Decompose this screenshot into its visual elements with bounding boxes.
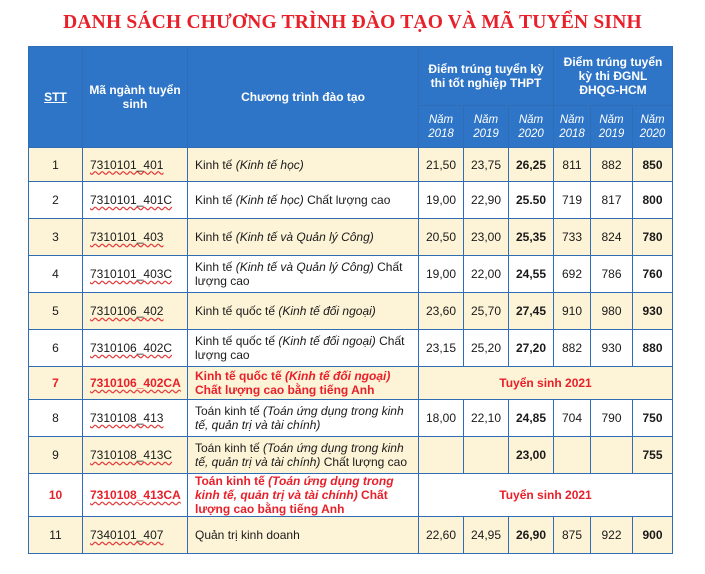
row-stt: 10 bbox=[29, 474, 83, 517]
score-thpt-2018: 22,60 bbox=[419, 517, 464, 554]
score-dgnl-2019: 817 bbox=[591, 182, 633, 219]
program-variant: Chất lượng cao bbox=[195, 260, 403, 288]
page-title: DANH SÁCH CHƯƠNG TRÌNH ĐÀO TẠO VÀ MÃ TUYỂN SINH bbox=[63, 12, 642, 33]
row-code-cell bbox=[83, 517, 188, 554]
score-thpt-2020: 25,35 bbox=[509, 219, 554, 256]
row-program bbox=[188, 330, 419, 367]
score-dgnl-2019 bbox=[591, 437, 633, 474]
score-dgnl-2018: 692 bbox=[554, 256, 591, 293]
table-row bbox=[29, 182, 673, 219]
program-variant: Chất lượng cao bằng tiếng Anh bbox=[195, 383, 375, 397]
score-dgnl-2020: 850 bbox=[633, 148, 673, 182]
row-program bbox=[188, 219, 419, 256]
table-row bbox=[29, 293, 673, 330]
row-code: 7310101_403C bbox=[90, 267, 173, 281]
score-thpt-2018: 18,00 bbox=[419, 400, 464, 437]
row-stt: 5 bbox=[29, 293, 83, 330]
score-thpt-2019: 22,00 bbox=[464, 256, 509, 293]
row-stt: 4 bbox=[29, 256, 83, 293]
score-dgnl-2019: 922 bbox=[591, 517, 633, 554]
table-row bbox=[29, 437, 673, 474]
score-dgnl-2018: 910 bbox=[554, 293, 591, 330]
header-year: Năm 2020 bbox=[633, 106, 673, 148]
program-specialty: (Kinh tế đối ngoại) bbox=[278, 304, 376, 318]
row-program bbox=[188, 517, 419, 554]
row-code: 7310101_401C bbox=[90, 193, 173, 207]
score-dgnl-2019: 786 bbox=[591, 256, 633, 293]
row-program bbox=[188, 182, 419, 219]
score-thpt-2020: 26,25 bbox=[509, 148, 554, 182]
score-dgnl-2018: 875 bbox=[554, 517, 591, 554]
row-code-cell bbox=[83, 293, 188, 330]
program-variant: Chất lượng cao bằng tiếng Anh bbox=[195, 488, 388, 516]
table-body bbox=[29, 148, 673, 554]
score-dgnl-2020: 780 bbox=[633, 219, 673, 256]
program-specialty: (Toán ứng dụng trong kinh tế, quản trị và tài chính) bbox=[195, 441, 404, 469]
program-variant: Chất lượng cao bbox=[195, 334, 405, 362]
admission-note: Tuyển sinh 2021 bbox=[419, 474, 673, 517]
row-program bbox=[188, 293, 419, 330]
score-dgnl-2020: 755 bbox=[633, 437, 673, 474]
program-name: Kinh tế bbox=[195, 230, 236, 244]
score-dgnl-2018: 719 bbox=[554, 182, 591, 219]
table-row bbox=[29, 256, 673, 293]
score-thpt-2019: 23,75 bbox=[464, 148, 509, 182]
row-code: 7310108_413 bbox=[90, 411, 164, 425]
header-year: Năm 2019 bbox=[464, 106, 509, 148]
score-dgnl-2020: 800 bbox=[633, 182, 673, 219]
row-code: 7340101_407 bbox=[90, 528, 164, 542]
score-thpt-2018 bbox=[419, 437, 464, 474]
header-dgnl: Điểm trúng tuyển kỳ thi ĐGNL ĐHQG-HCM bbox=[554, 47, 673, 106]
table-row bbox=[29, 219, 673, 256]
score-dgnl-2018: 811 bbox=[554, 148, 591, 182]
program-name: Kinh tế quốc tế bbox=[195, 334, 279, 348]
score-thpt-2018: 20,50 bbox=[419, 219, 464, 256]
table-row bbox=[29, 330, 673, 367]
score-dgnl-2018: 882 bbox=[554, 330, 591, 367]
score-dgnl-2019: 930 bbox=[591, 330, 633, 367]
program-name: Quản trị kinh doanh bbox=[195, 528, 300, 542]
header-thpt: Điểm trúng tuyển kỳ thi tốt nghiệp THPT bbox=[419, 47, 554, 106]
program-name: Toán kinh tế bbox=[195, 441, 264, 455]
score-dgnl-2018: 733 bbox=[554, 219, 591, 256]
header-program: Chương trình đào tạo bbox=[188, 47, 419, 148]
table-row bbox=[29, 400, 673, 437]
score-thpt-2019: 22,90 bbox=[464, 182, 509, 219]
row-code: 7310108_413CA bbox=[90, 488, 181, 502]
score-thpt-2019: 24,95 bbox=[464, 517, 509, 554]
row-stt: 11 bbox=[29, 517, 83, 554]
header-year: Năm 2020 bbox=[509, 106, 554, 148]
score-dgnl-2019: 790 bbox=[591, 400, 633, 437]
admission-note: Tuyển sinh 2021 bbox=[419, 367, 673, 400]
table-row bbox=[29, 367, 673, 400]
admission-table bbox=[28, 46, 673, 554]
program-specialty: (Kinh tế và Quản lý Công) bbox=[235, 230, 374, 244]
score-thpt-2019: 22,10 bbox=[464, 400, 509, 437]
row-stt: 6 bbox=[29, 330, 83, 367]
row-program bbox=[188, 474, 419, 517]
program-variant: Chất lượng cao bbox=[320, 455, 408, 469]
row-stt: 9 bbox=[29, 437, 83, 474]
score-thpt-2018: 21,50 bbox=[419, 148, 464, 182]
program-specialty: (Toán ứng dụng trong kinh tế, quản trị và tài chính) bbox=[195, 404, 404, 432]
score-thpt-2019 bbox=[464, 437, 509, 474]
score-thpt-2020: 27,45 bbox=[509, 293, 554, 330]
score-thpt-2020: 27,20 bbox=[509, 330, 554, 367]
row-program bbox=[188, 437, 419, 474]
row-code-cell bbox=[83, 330, 188, 367]
row-code: 7310108_413C bbox=[90, 448, 173, 462]
table-row bbox=[29, 517, 673, 554]
score-thpt-2018: 23,60 bbox=[419, 293, 464, 330]
header-year: Năm 2018 bbox=[554, 106, 591, 148]
score-thpt-2020: 25.50 bbox=[509, 182, 554, 219]
row-code-cell bbox=[83, 400, 188, 437]
row-program bbox=[188, 148, 419, 182]
row-program bbox=[188, 367, 419, 400]
row-code: 7310101_401 bbox=[90, 157, 164, 172]
program-specialty: (Kinh tế học) bbox=[235, 157, 304, 172]
row-program bbox=[188, 400, 419, 437]
row-stt: 1 bbox=[29, 148, 83, 182]
row-code-cell bbox=[83, 219, 188, 256]
score-thpt-2019: 25,20 bbox=[464, 330, 509, 367]
program-name: Toán kinh tế bbox=[195, 404, 264, 418]
row-code: 7310106_402CA bbox=[90, 376, 181, 390]
program-name: Toán kinh tế bbox=[195, 474, 269, 488]
score-thpt-2020: 26,90 bbox=[509, 517, 554, 554]
score-dgnl-2019: 980 bbox=[591, 293, 633, 330]
program-name: Kinh tế quốc tế bbox=[195, 369, 285, 383]
program-variant: Chất lượng cao bbox=[303, 193, 391, 207]
score-thpt-2018: 19,00 bbox=[419, 256, 464, 293]
program-name: Kinh tế quốc tế bbox=[195, 304, 279, 318]
row-code: 7310106_402C bbox=[90, 341, 173, 355]
row-stt: 2 bbox=[29, 182, 83, 219]
row-program bbox=[188, 256, 419, 293]
header-code: Mã ngành tuyển sinh bbox=[83, 47, 188, 148]
row-code: 7310106_402 bbox=[90, 304, 164, 318]
row-code-cell bbox=[83, 256, 188, 293]
score-thpt-2019: 25,70 bbox=[464, 293, 509, 330]
row-code-cell bbox=[83, 367, 188, 400]
score-thpt-2019: 23,00 bbox=[464, 219, 509, 256]
program-specialty: (Kinh tế và Quản lý Công) bbox=[235, 260, 374, 274]
table-row bbox=[29, 474, 673, 517]
score-thpt-2020: 24,55 bbox=[509, 256, 554, 293]
row-stt: 7 bbox=[29, 367, 83, 400]
table-row bbox=[29, 148, 673, 182]
score-dgnl-2020: 930 bbox=[633, 293, 673, 330]
score-dgnl-2020: 900 bbox=[633, 517, 673, 554]
score-dgnl-2018: 704 bbox=[554, 400, 591, 437]
score-thpt-2018: 23,15 bbox=[419, 330, 464, 367]
score-thpt-2018: 19,00 bbox=[419, 182, 464, 219]
program-specialty: (Kinh tế học) bbox=[235, 193, 304, 207]
program-specialty: (Toán ứng dụng trong kinh tế, quản trị và tài chính) bbox=[195, 474, 394, 502]
score-dgnl-2019: 824 bbox=[591, 219, 633, 256]
score-dgnl-2020: 760 bbox=[633, 256, 673, 293]
score-thpt-2020: 23,00 bbox=[509, 437, 554, 474]
header-year: Năm 2019 bbox=[591, 106, 633, 148]
row-code-cell bbox=[83, 474, 188, 517]
row-code-cell bbox=[83, 148, 188, 182]
program-name: Kinh tế bbox=[195, 193, 236, 207]
program-specialty: (Kinh tế đối ngoại) bbox=[285, 369, 391, 383]
program-name: Kinh tế bbox=[195, 260, 236, 274]
program-name: Kinh tế bbox=[195, 157, 236, 172]
header-stt: STT bbox=[29, 47, 83, 148]
header-year: Năm 2018 bbox=[419, 106, 464, 148]
score-dgnl-2020: 880 bbox=[633, 330, 673, 367]
row-code-cell bbox=[83, 182, 188, 219]
row-stt: 3 bbox=[29, 219, 83, 256]
score-thpt-2020: 24,85 bbox=[509, 400, 554, 437]
score-dgnl-2018 bbox=[554, 437, 591, 474]
row-code: 7310101_403 bbox=[90, 230, 164, 244]
program-specialty: (Kinh tế đối ngoại) bbox=[278, 334, 376, 348]
score-dgnl-2020: 750 bbox=[633, 400, 673, 437]
score-dgnl-2019: 882 bbox=[591, 148, 633, 182]
row-stt: 8 bbox=[29, 400, 83, 437]
row-code-cell bbox=[83, 437, 188, 474]
